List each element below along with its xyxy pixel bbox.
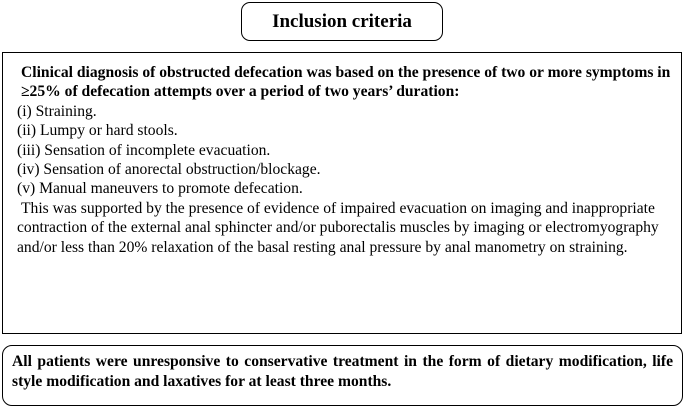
inclusion-criteria-title	[241, 2, 443, 41]
symptom-item: (ii) Lumpy or hard stools.	[17, 122, 178, 140]
conservative-treatment-note	[2, 345, 683, 406]
symptom-item: (v) Manual maneuvers to promote defecation.	[17, 180, 303, 198]
symptom-list	[17, 102, 671, 199]
symptom-item: (i) Straining.	[17, 102, 97, 120]
symptom-item: (iv) Sensation of anorectal obstruction/blockage.	[17, 161, 321, 179]
criteria-support-text: This was supported by the presence of evidence of impaired evacuation on imaging and inappropriate contraction of the external anal sphincter and/or puborectalis muscles by imaging or electromyography and/or less than 20% relaxation of the basal resting anal pressure by anal manometry on straining.	[17, 199, 659, 256]
criteria-heading: Clinical diagnosis of obstructed defecation was based on the presence of two or more symptoms in ≥25% of defecation attempts over a period of two years’ duration:	[21, 64, 671, 101]
symptom-item: (iii) Sensation of incomplete evacuation.	[17, 141, 271, 159]
criteria-box	[2, 52, 682, 334]
title-text: Inclusion criteria	[272, 10, 412, 32]
note-text: All patients were unresponsive to conservative treatment in the form of dietary modification, life style modification and laxatives for at least three months.	[12, 353, 673, 390]
